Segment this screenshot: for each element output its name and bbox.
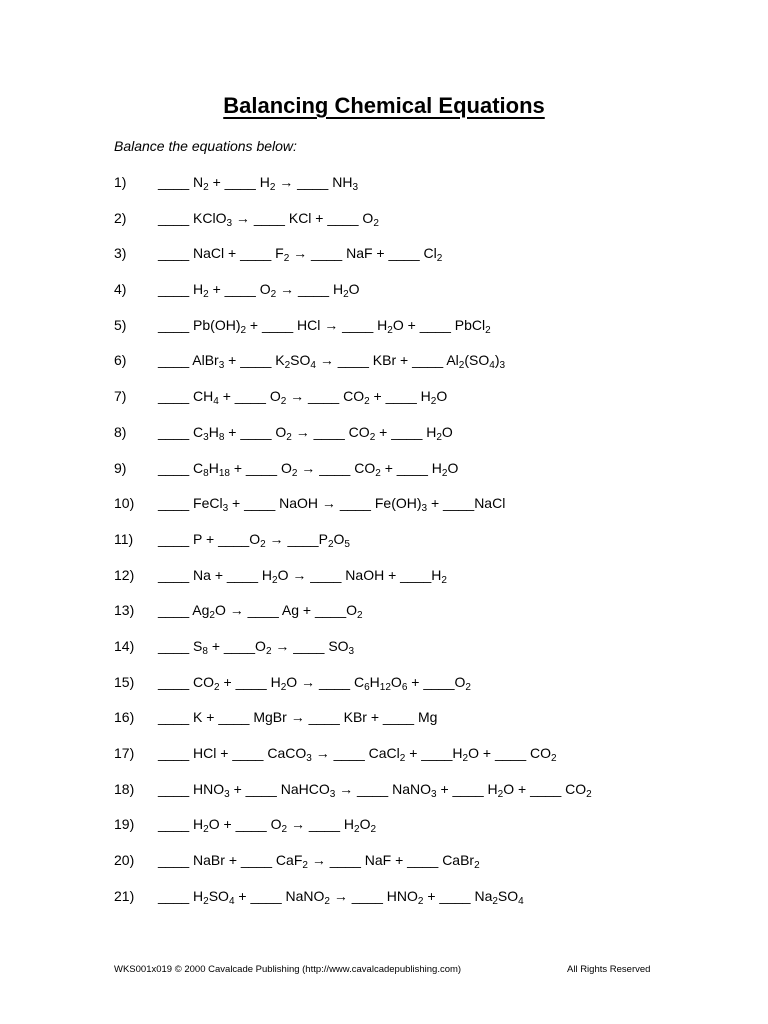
equation-text: ____ HCl + ____ CaCO$_3$ → ____ CaCl$_2$ + $\_\_\_\_H_2O$ + ____ $CO_2$: [158, 745, 557, 764]
equation-number: 5): [114, 316, 127, 333]
equation-text: ____ $HNO_3$ + ____ NaHCO$_3$ → ____ NaNO$_3$ + ____ $H_2O$ + ____ $CO_2$: [158, 780, 592, 800]
footer-copyright: WKS001x019 © 2000 Cavalcade Publishing (http://www.cavalcadepublishing.com): [114, 964, 462, 975]
equation-text: ____ K + ____ MgBr → ____ KBr + ____ Mg: [158, 709, 438, 726]
equation-text: ____ $H_2SO_4$ + ____ NaNO$_2$ → ____ $HNO_2$ + ____ $Na_2SO_4$: [158, 887, 524, 907]
equation-row: [114, 780, 714, 816]
equation-row: [114, 494, 714, 530]
equation-number: 7): [114, 388, 127, 405]
equation-text: ____ KClO$_3$ → ____ KCl + ____ $O_2$: [158, 209, 379, 229]
equation-row: [114, 566, 714, 602]
equation-number: 17): [114, 745, 135, 761]
equation-row: [114, 637, 714, 673]
equation-row: [114, 280, 714, 316]
equation-row: [114, 351, 714, 387]
equation-number: 3): [114, 245, 127, 262]
equation-row: [114, 530, 714, 566]
equation-number: 1): [114, 174, 127, 190]
equation-number: 6): [114, 352, 127, 369]
equation-number: 4): [114, 281, 127, 298]
equation-row: [114, 209, 714, 245]
equation-row: [114, 815, 714, 851]
equation-number: 18): [114, 780, 135, 797]
equation-row: [114, 423, 714, 459]
equation-text: ____ $Pb(OH)_2$ + ____ HCl → ____ $H_2O$ + ____ PbCl$_2$: [158, 316, 491, 336]
equation-text: ____ $C_3H_8$ + ____ $O_2$ → ____ $CO_2$ + ____ $H_2O$: [158, 423, 453, 443]
equation-number: 14): [114, 637, 135, 654]
equation-row: [114, 744, 714, 780]
equation-text: ____ Na + ____ $H_2O$ → ____ NaOH + $\_\_\_\_H_2$: [158, 566, 447, 586]
equation-text: ____ AlBr$_3$ + ____ $K_2SO_4$ → ____ KBr + ____ $Al_2(SO_4)_3$: [158, 352, 506, 372]
equation-row: [114, 173, 714, 209]
equation-text: ____ $H_2O$ + ____ $O_2$ → ____ $H_2O_2$: [158, 816, 377, 836]
equation-text: ____ $S_8$ + $\_\_\_\_O_2$ → ____ $SO_3$: [158, 637, 355, 657]
footer-rights: All Rights Reserved: [567, 964, 651, 975]
equation-number: 10): [114, 495, 135, 512]
equation-list: [114, 173, 714, 922]
equation-number: 16): [114, 709, 135, 726]
equation-text: ____ $H_2$ + ____ $O_2$ → ____ $H_2O$: [158, 281, 360, 301]
instructions: Balance the equations below:: [114, 138, 297, 154]
equation-number: 15): [114, 673, 135, 690]
equation-row: [114, 387, 714, 423]
equation-number: 13): [114, 602, 135, 619]
equation-row: [114, 887, 714, 923]
equation-number: 2): [114, 209, 127, 226]
equation-text: ____ $C_8H_{18}$ + ____ $O_2$ → ____ $CO_2$ + ____ $H_2O$: [158, 459, 459, 479]
equation-text: ____ $Ag_2O$ → ____ $Ag + \_\_\_\_O_2$: [158, 602, 363, 622]
equation-number: 12): [114, 566, 135, 583]
equation-text: ____ FeCl$_3$ + ____ NaOH → ____ $Fe(OH)_3$ + ____NaCl: [158, 495, 506, 515]
equation-number: 21): [114, 887, 135, 904]
equation-row: [114, 708, 714, 744]
page-title-text: Balancing Chemical Equations: [223, 93, 545, 118]
equation-text: ____ $CO_2$ + ____ $H_2O$ → ____ $C_6H_{12}O_6$ + $\_\_\_\_O_2$: [158, 673, 471, 693]
equation-number: 19): [114, 816, 135, 833]
page-title: [0, 92, 768, 120]
equation-text: ____ $CH_4$ + ____ $O_2$ → ____ $CO_2$ + ____ $H_2O$: [158, 388, 448, 408]
equation-text: ____ NaCl + ____ $F_2$ → ____ NaF + ____ $Cl_2$: [158, 245, 443, 265]
equation-row: [114, 244, 714, 280]
equation-row: [114, 851, 714, 887]
equation-row: [114, 673, 714, 709]
equation-text: ____ $N_2$ + ____ $H_2$ → ____ $NH_3$: [158, 174, 358, 193]
equation-row: [114, 601, 714, 637]
equation-number: 9): [114, 459, 127, 476]
equation-number: 8): [114, 423, 127, 440]
equation-text: ____ $P + \_\_\_\_O_2$ → $\_\_\_\_P_2O_5$: [158, 530, 350, 550]
equation-row: [114, 459, 714, 495]
equation-text: ____ NaBr + ____ CaF$_2$ → ____ NaF + ____ CaBr$_2$: [158, 852, 480, 872]
equation-number: 11): [114, 530, 134, 547]
equation-number: 20): [114, 852, 135, 869]
equation-row: [114, 316, 714, 352]
